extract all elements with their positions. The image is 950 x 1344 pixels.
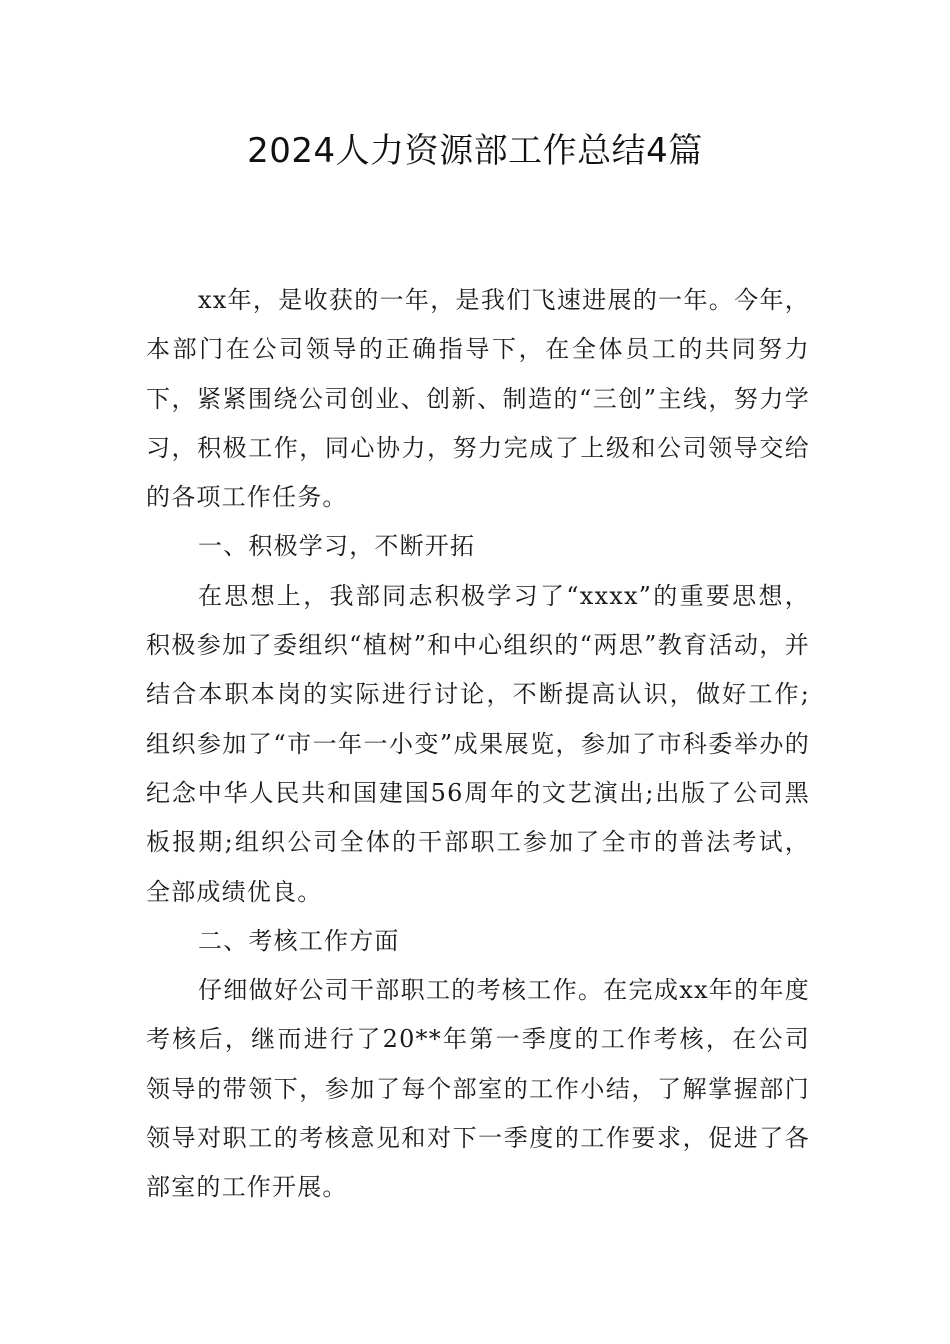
paragraph-learning: 在思想上，我部同志积极学习了“xxxx”的重要思想，积极参加了委组织“植树”和中心组织的“两思”教育活动，并结合本职本岗的实际进行讨论，不断提高认识，做好工作;组织参加了“市一年一小变”成果展览，参加了市科委举办的纪念中华人民共和国建国56周年的文艺演出;出版了公司黑板报期;组织公司全体的干部职工参加了全市的普法考试，全部成绩优良。 (146, 581, 810, 906)
paragraph-assessment: 仔细做好公司干部职工的考核工作。在完成xx年的年度考核后，继而进行了20**年第一季度的工作考核，在公司领导的带领下，参加了每个部室的工作小结，了解掌握部门领导对职工的考核意见和对下一季度的工作要求，促进了各部室的工作开展。 (146, 976, 810, 1202)
document-title: 2024人力资源部工作总结4篇 (247, 131, 703, 171)
document-body (146, 276, 810, 1213)
paragraph-intro: xx年，是收获的一年，是我们飞速进展的一年。今年，本部门在公司领导的正确指导下，在全体员工的共同努力下，紧紧围绕公司创业、创新、制造的“三创”主线，努力学习，积极工作，同心协力，努力完成了上级和公司领导交给的各项工作任务。 (146, 286, 810, 512)
section-heading-2: 二、考核工作方面 (198, 926, 400, 955)
section-heading-1: 一、积极学习，不断开拓 (198, 532, 476, 561)
